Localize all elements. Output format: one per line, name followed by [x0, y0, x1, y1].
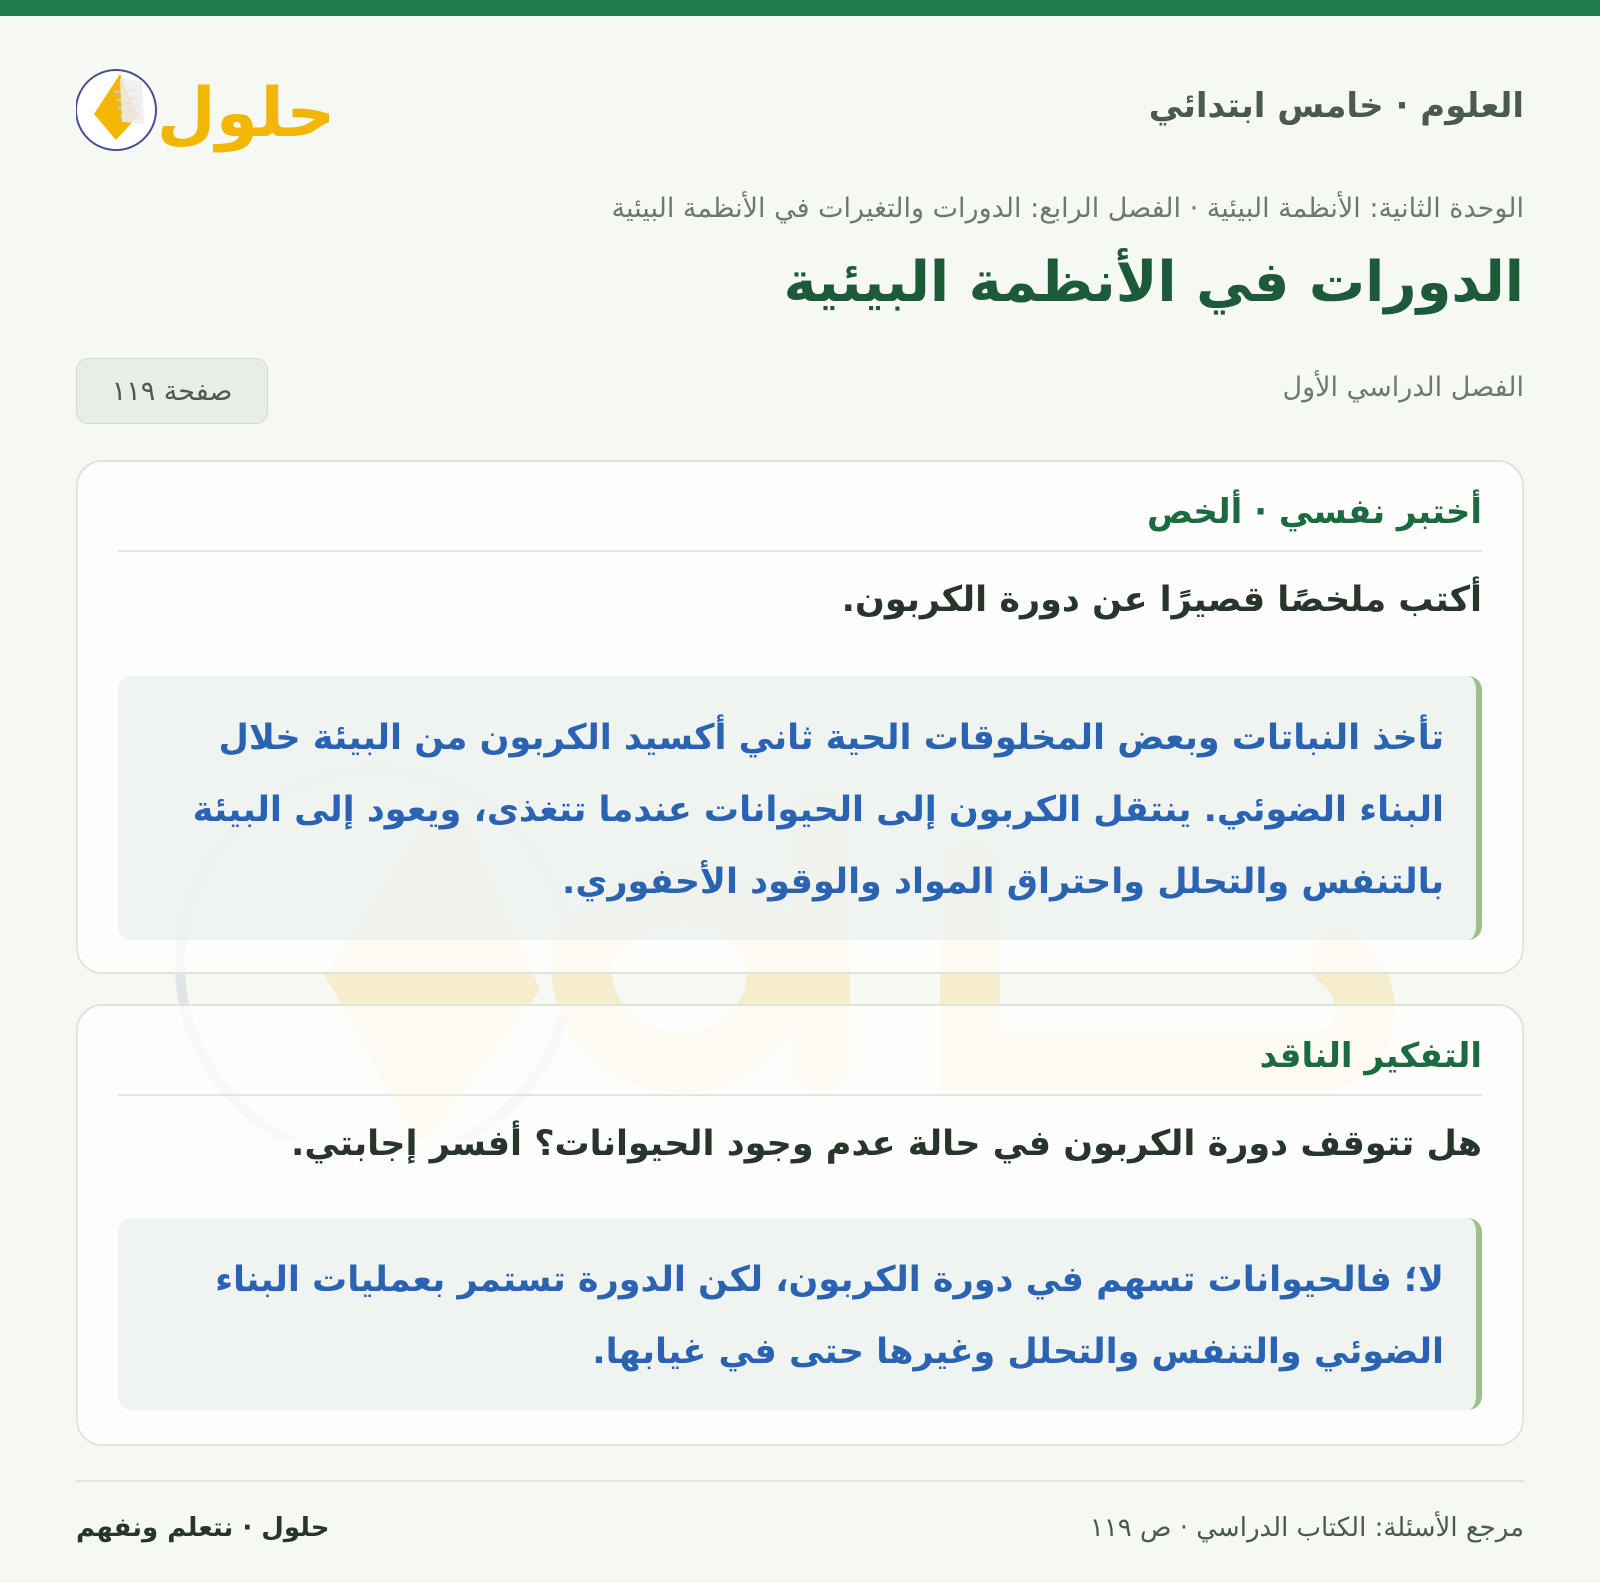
book-emblem-icon: [76, 70, 156, 150]
footer-tagline: حلول · نتعلم ونفهم: [76, 1513, 330, 1543]
semester-label: الفصل الدراسي الأول: [1282, 372, 1524, 403]
page-number-badge: صفحة ١١٩: [76, 358, 268, 424]
answer-box: تأخذ النباتات وبعض المخلوقات الحية ثاني أكسيد الكربون من البيئة خلال البناء الضوئي. ينتقل الكربون إلى الحيوانات عندما تتغذى، ويعود إلى البيئة بالتنفس والتحلل واحتراق المواد والوقود الأحفوري.: [118, 676, 1482, 940]
questions-reference: مرجع الأسئلة: الكتاب الدراسي · ص ١١٩: [1089, 1513, 1524, 1543]
page-header: [76, 52, 1524, 162]
brand-logo[interactable]: [76, 52, 336, 162]
question-text: أكتب ملخصًا قصيرًا عن دورة الكربون.: [841, 580, 1482, 620]
breadcrumb: الوحدة الثانية: الأنظمة البيئية · الفصل الرابع: الدورات والتغيرات في الأنظمة البيئية: [611, 193, 1524, 224]
subject-grade: العلوم · خامس ابتدائي: [1148, 86, 1524, 126]
section-heading: التفكير الناقد: [118, 1036, 1482, 1096]
summary-question-card: [76, 460, 1524, 974]
critical-thinking-card: [76, 1004, 1524, 1446]
top-accent-bar: [0, 0, 1600, 16]
section-heading: أختبر نفسي · ألخص: [118, 492, 1482, 552]
page-title: الدورات في الأنظمة البيئية: [783, 250, 1524, 315]
answer-box: لا؛ فالحيوانات تسهم في دورة الكربون، لكن الدورة تستمر بعمليات البناء الضوئي والتنفس والتحلل وغيرها حتى في غيابها.: [118, 1218, 1482, 1410]
question-text: هل تتوقف دورة الكربون في حالة عدم وجود الحيوانات؟ أفسر إجابتي.: [291, 1124, 1482, 1164]
brand-logo-text: حلول: [156, 74, 336, 153]
footer-divider: [76, 1480, 1524, 1482]
